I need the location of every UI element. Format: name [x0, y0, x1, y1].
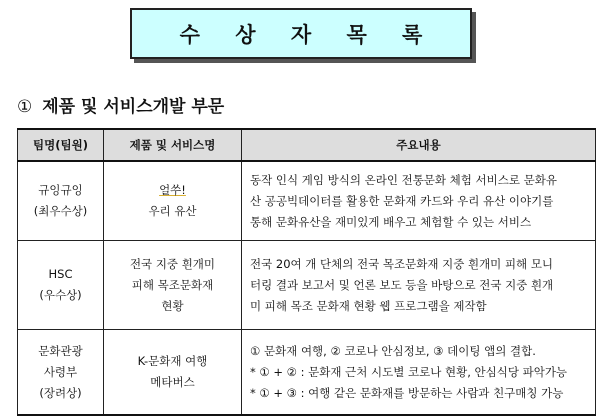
- team-award: (우수상): [39, 288, 82, 302]
- header-product: 제품 및 서비스명: [104, 129, 242, 161]
- team-name: 사령부: [43, 364, 78, 379]
- product-cell: [104, 161, 242, 241]
- team-cell: [18, 330, 104, 416]
- team-cell: [18, 161, 104, 241]
- content-cell: [242, 161, 596, 241]
- page-title: 수 상 자 목 록: [179, 22, 437, 47]
- section-heading: [17, 92, 224, 117]
- team-name: 문화관광: [38, 343, 83, 358]
- header-content: 주요내용: [242, 129, 596, 161]
- awards-table: [17, 128, 596, 416]
- team-award: (장려상): [39, 385, 82, 400]
- table-row: [18, 330, 596, 416]
- team-name: HSC: [48, 267, 73, 281]
- content-cell: [242, 241, 596, 330]
- content-line: * ① + ③ : 여행 같은 문화재를 방문하는 사람과 친구매칭 가능: [250, 385, 564, 400]
- content-line: 미 피해 목조 문화재 현황 웹 프로그램을 제작함: [250, 298, 487, 313]
- content-line: 산 공공빅데이터를 활용한 문화재 카드와 우리 유산 이야기를: [250, 193, 554, 208]
- product-name-line: 메타버스: [150, 375, 195, 389]
- product-name-line: K-문화재 여행: [137, 354, 208, 368]
- table-row: [18, 241, 596, 330]
- content-line: ① 문화재 여행, ② 코로나 안심정보, ③ 데이팅 앱의 결합.: [250, 343, 536, 358]
- content-cell: [242, 330, 596, 416]
- content-line: 통해 문화유산을 재미있게 배우고 체험할 수 있는 서비스: [250, 214, 532, 229]
- product-cell: [104, 241, 242, 330]
- content-line: * ① + ② : 문화재 근처 시도별 코로나 현황, 안심식당 파악가능: [250, 364, 568, 379]
- header-team: 팀명(팀원): [18, 129, 104, 161]
- content-line: 동작 인식 게임 방식의 온라인 전통문화 체험 서비스로 문화유: [250, 172, 557, 187]
- team-name: 규잉규잉: [38, 183, 83, 197]
- content-line: 터링 결과 보고서 및 언론 보도 등을 바탕으로 전국 지중 흰개: [250, 277, 554, 292]
- table-row: [18, 161, 596, 241]
- content-line: 전국 20여 개 단체의 전국 목조문화재 지중 흰개미 피해 모니: [250, 256, 554, 271]
- team-cell: [18, 241, 104, 330]
- product-name-line: 현황: [161, 298, 184, 313]
- title-box: [130, 8, 472, 59]
- product-name-line: 우리 유산: [148, 204, 197, 218]
- team-award: (최우수상): [33, 204, 88, 218]
- product-cell: [104, 330, 242, 416]
- product-name-line: 피해 목조문화재: [131, 277, 214, 292]
- product-name-line: 얼쑤!: [159, 183, 186, 197]
- table-header-row: [18, 129, 596, 161]
- section-label: 제품 및 서비스개발 부문: [42, 97, 225, 117]
- product-name-line: 전국 지중 흰개미: [129, 256, 216, 271]
- section-number: ①: [17, 97, 33, 117]
